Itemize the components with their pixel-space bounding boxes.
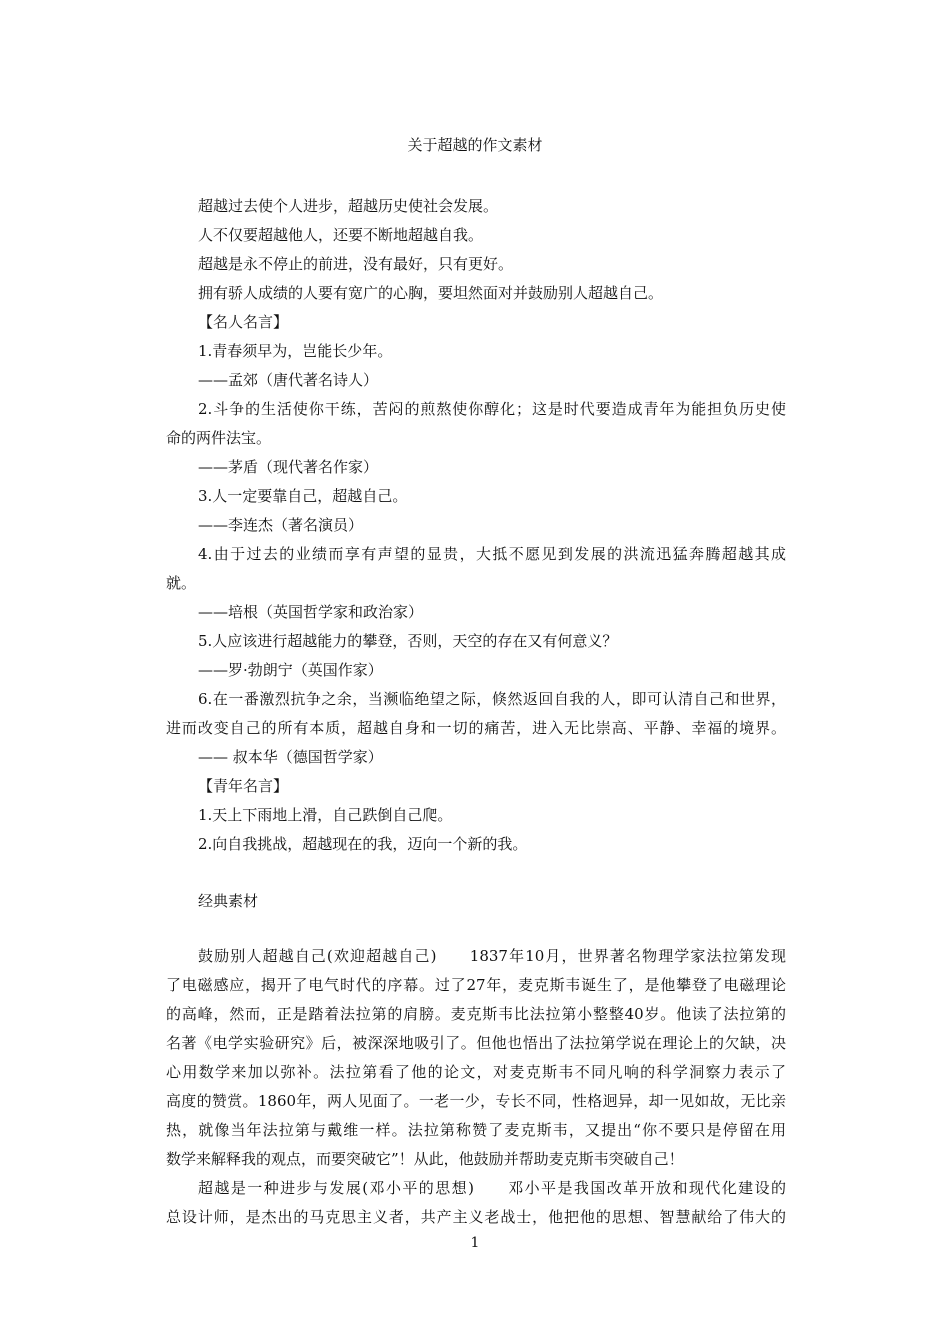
youth-quotes-heading: 【青年名言】 [198,777,289,795]
paragraph-line: 高度的赞赏。1860年，两人见面了。一老一少，专长不同，性格迥异，却一见如故，无比亲 [166,1092,786,1110]
intro-line: 拥有骄人成绩的人要有宽广的心胸，要坦然面对并鼓励别人超越自己。 [198,284,664,302]
youth-quote-line: 1.天上下雨地上滑，自己跌倒自己爬。 [198,806,453,824]
famous-quote-line: 6.在一番激烈抗争之余，当濒临绝望之际，倏然返回自我的人，即可认清自己和世界， [198,690,786,708]
paragraph-line: 心用数学来加以弥补。法拉第看了他的论文，对麦克斯韦不同凡响的科学洞察力表示了 [166,1063,786,1081]
famous-quote-line: 3.人一定要靠自己，超越自己。 [198,487,408,505]
intro-line: 超越是永不停止的前进，没有最好，只有更好。 [198,255,514,273]
famous-quote-line: 1.青春须早为，岂能长少年。 [198,342,393,360]
famous-quote-line: 5.人应该进行超越能力的攀登，否则，天空的存在又有何意义？ [198,632,618,650]
document-title: 关于超越的作文素材 [407,136,543,154]
paragraph-line: 热，就像当年法拉第与戴维一样。法拉第称赞了麦克斯韦，又提出“你不要只是停留在用 [166,1121,786,1139]
page-number: 1 [470,1235,480,1251]
paragraph-line: 名著《电学实验研究》后，被深深地吸引了。但他也悟出了法拉第学说在理论上的欠缺，决 [166,1034,786,1052]
intro-line: 人不仅要超越他人，还要不断地超越自我。 [198,226,484,244]
paragraph-line: 总设计师，是杰出的马克思主义者，共产主义老战士，他把他的思想、智慧献给了伟大的 [166,1208,786,1226]
section-spacer [166,859,786,887]
famous-quote-line: 2.斗争的生活使你干练，苦闷的煎熬使你醇化；这是时代要造成青年为能担负历史使 [198,400,786,418]
famous-quote-line: 命的两件法宝。 [166,429,272,447]
famous-quote-line: 就。 [166,574,197,592]
famous-quote-line: 4.由于过去的业绩而享有声望的显贵，大抵不愿见到发展的洪流迅猛奔腾超越其成 [198,545,786,563]
paragraph-line: 的高峰，然而，正是踏着法拉第的肩膀。麦克斯韦比法拉第小整整40岁。他读了法拉第的 [166,1005,786,1023]
famous-quote-line: 进而改变自己的所有本质，超越自身和一切的痛苦，进入无比崇高、平静、幸福的境界。 [166,719,786,737]
intro-line: 超越过去使个人进步，超越历史使社会发展。 [198,197,499,215]
section-spacer [166,916,786,942]
quote-source: —— 叔本华（德国哲学家） [198,748,383,766]
famous-quotes-heading: 【名人名言】 [198,313,289,331]
quote-source: ——茅盾（现代著名作家） [198,458,379,476]
quote-source: ——孟郊（唐代著名诗人） [198,371,379,389]
youth-quote-line: 2.向自我挑战，超越现在的我，迈向一个新的我。 [198,835,528,853]
quote-source: ——培根（英国哲学家和政治家） [198,603,424,621]
paragraph-line: 了电磁感应，揭开了电气时代的序幕。过了27年，麦克斯韦诞生了，是他攀登了电磁理论 [166,976,786,994]
paragraph-line: 数学来解释我的观点，而要突破它”！从此，他鼓励并帮助麦克斯韦突破自己！ [166,1150,684,1168]
classic-material-heading: 经典素材 [198,892,259,910]
paragraph-line: 超越是一种进步与发展(邓小平的思想) 邓小平是我国改革开放和现代化建设的 [198,1179,786,1197]
paragraph-line: 鼓励别人超越自己(欢迎超越自己) 1837年10月，世界著名物理学家法拉第发现 [198,947,786,965]
quote-source: ——罗·勃朗宁（英国作家） [198,661,383,679]
quote-source: ——李连杰（著名演员） [198,516,364,534]
document-body [166,192,786,1232]
